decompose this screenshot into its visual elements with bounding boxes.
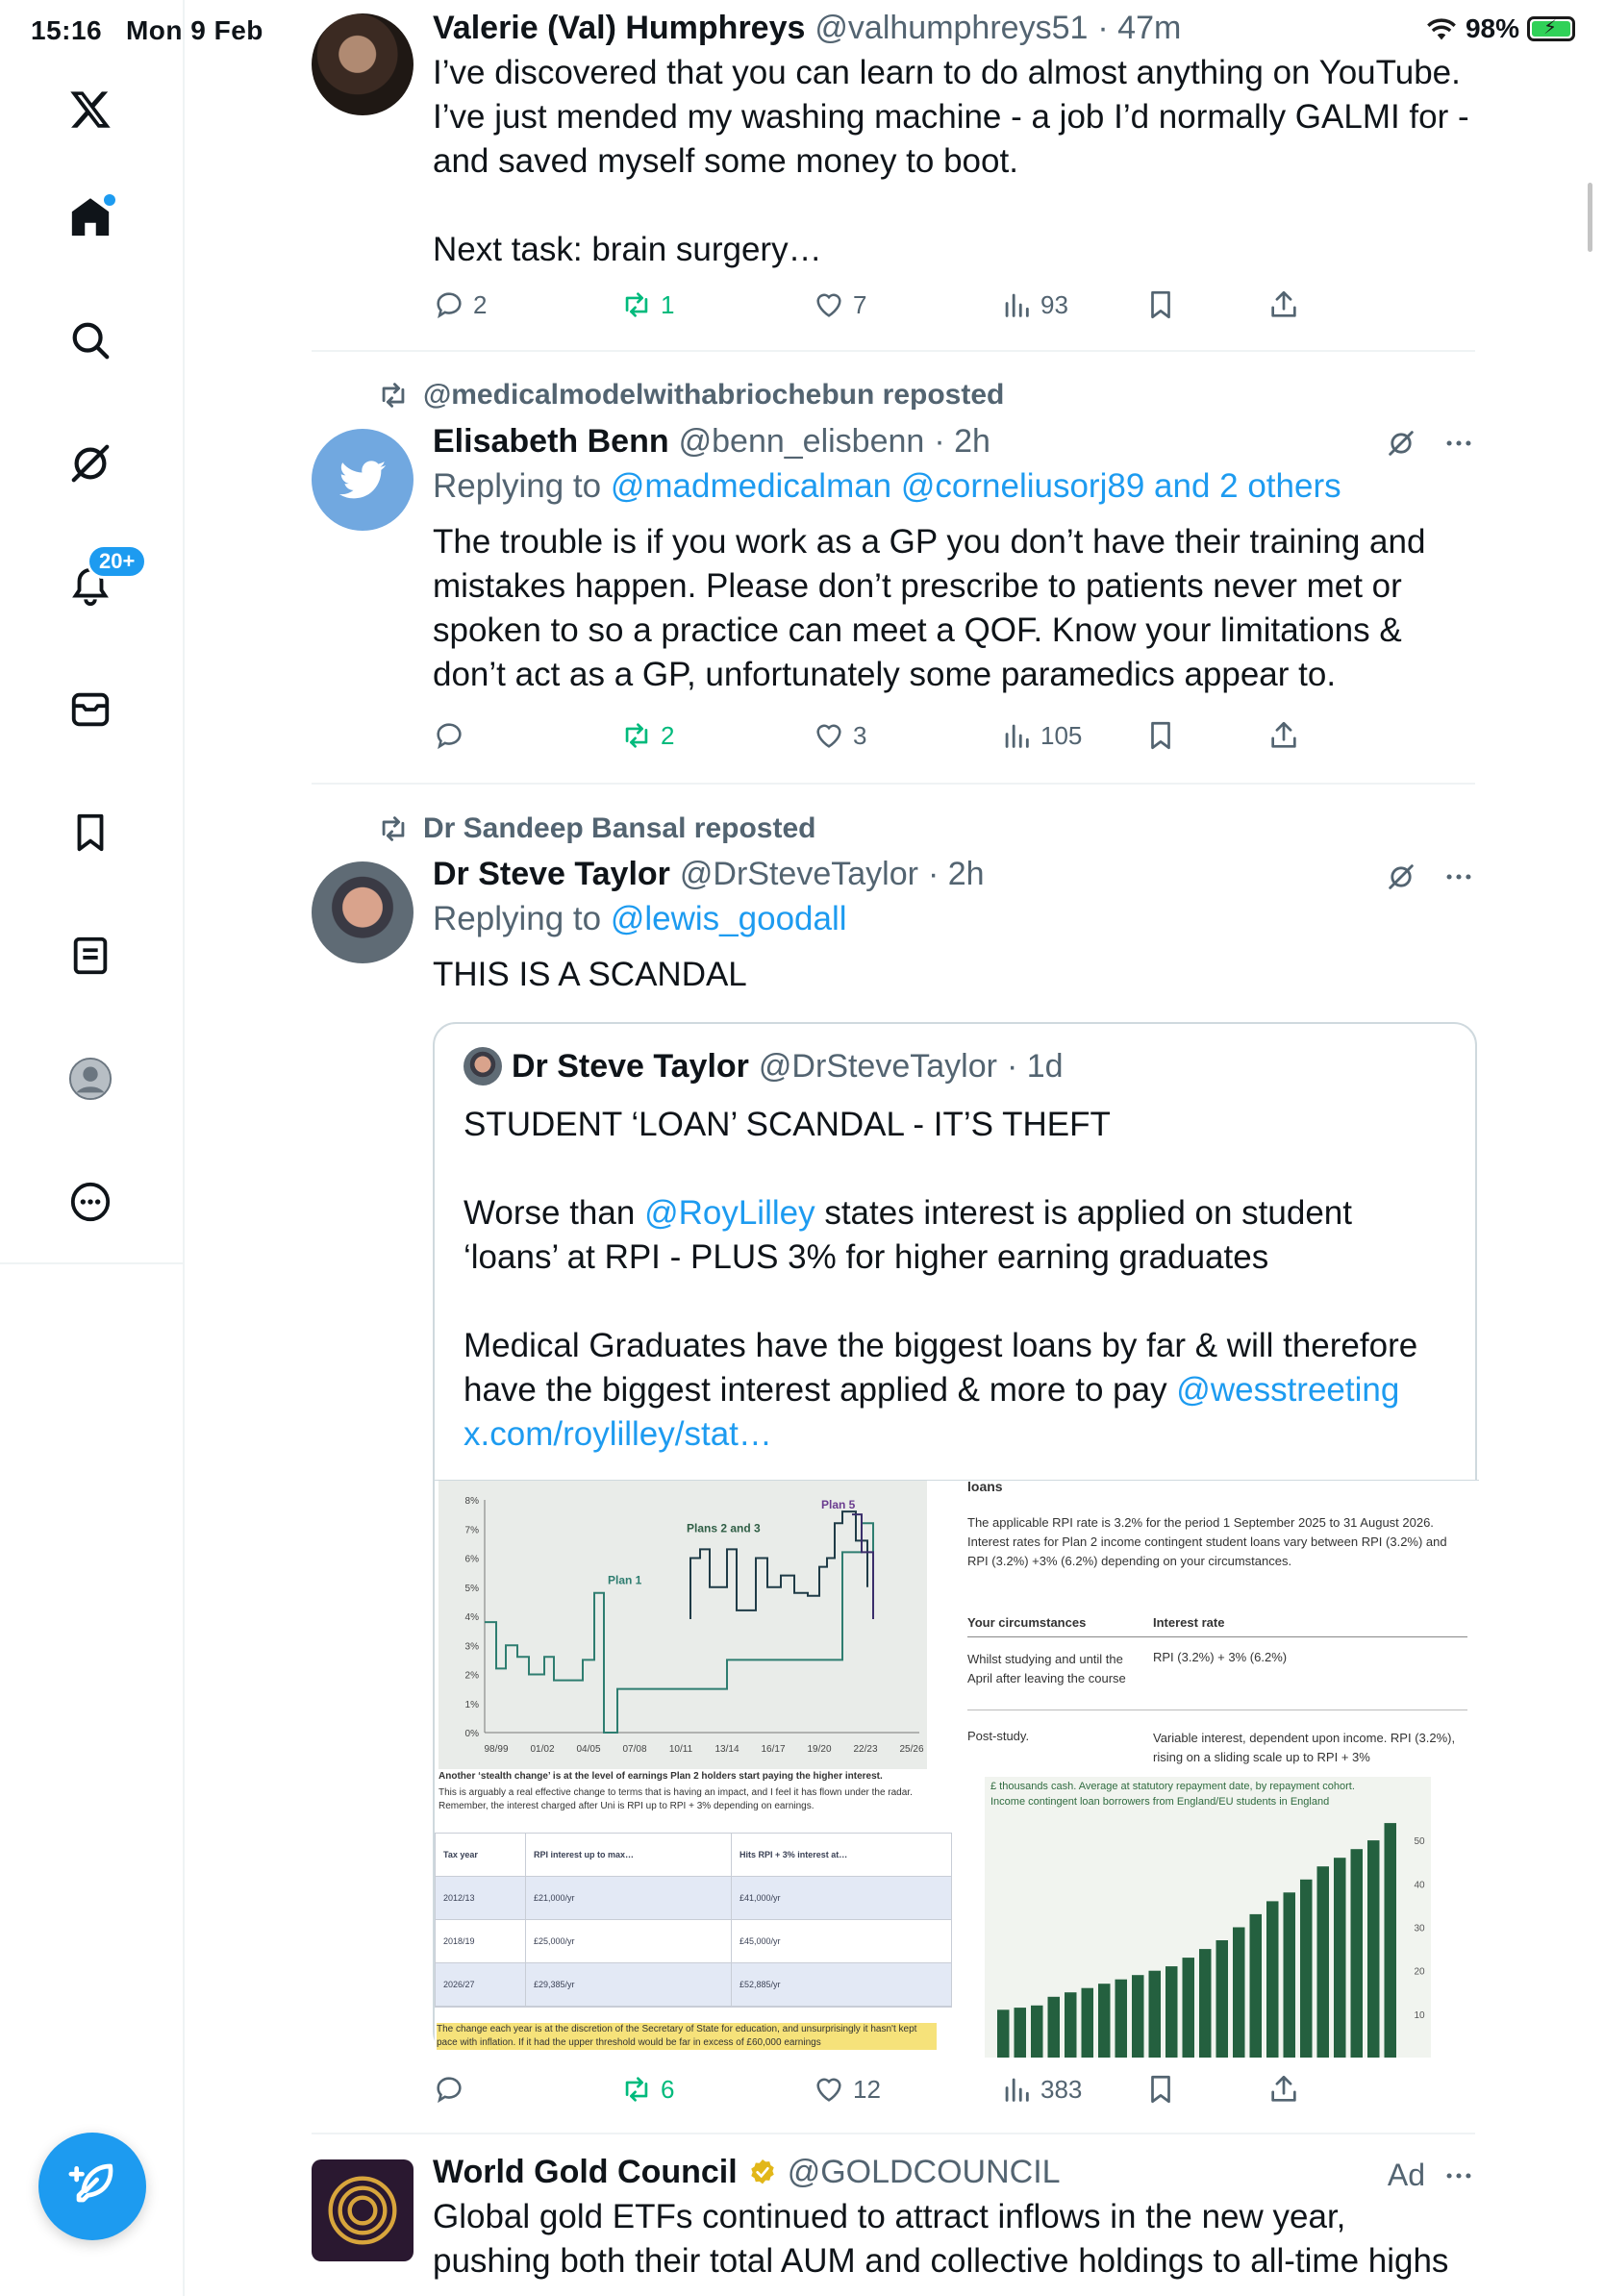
bar [1216, 1940, 1229, 2058]
quote-tweet[interactable] [433, 1022, 1477, 2055]
bookmark-icon [1144, 2073, 1177, 2106]
bar [1351, 1849, 1364, 2058]
repost-icon [377, 379, 410, 412]
handle[interactable]: @benn_elisbenn [678, 423, 925, 460]
share-button[interactable] [1267, 288, 1300, 321]
like-button[interactable] [813, 288, 866, 321]
loans-intro: The applicable RPI rate is 3.2% for the period 1 September 2025 to 31 August 2026. Interest rates for Plan 2 income contingent student loans vary between RPI (3.2%) and RPI (3.2%) +3% (6.2%) depending on your circumstances. [967, 1515, 1447, 1568]
loans-row-1-a: Whilst studying and until the April after leaving the course [967, 1652, 1126, 1685]
bar [1367, 1840, 1380, 2058]
bar-chart-svg [985, 1777, 1431, 2058]
bar [1015, 2008, 1027, 2058]
bar [1317, 1866, 1330, 2058]
home-icon[interactable] [63, 190, 117, 244]
bookmark-button[interactable] [1144, 719, 1177, 752]
table-header-row [436, 1834, 951, 1877]
avatar-world-gold-council[interactable] [312, 2159, 414, 2261]
tweet-1[interactable] [433, 10, 1471, 272]
media-bar-chart[interactable] [956, 1777, 1479, 2058]
rate-y-tick: 7% [464, 1525, 479, 1536]
quote-handle[interactable]: @DrSteveTaylor [758, 1047, 997, 1085]
battery-icon [1527, 16, 1575, 41]
rate-y-tick: 0% [464, 1729, 479, 1739]
bar-chart-panel [985, 1777, 1431, 2058]
scrollbar[interactable] [1588, 183, 1592, 252]
repost-button[interactable] [620, 719, 674, 752]
bar [1115, 1980, 1128, 2058]
bookmark-button[interactable] [1144, 288, 1177, 321]
replying-prefix: Replying to [433, 900, 602, 937]
repost-button[interactable] [620, 288, 674, 321]
display-name[interactable]: World Gold Council [433, 2154, 738, 2190]
rate-y-tick: 5% [464, 1583, 479, 1594]
notification-badge: 20+ [87, 544, 147, 579]
display-name[interactable]: Elisabeth Benn [433, 423, 669, 460]
table-cell: RPI interest up to max… [526, 1834, 732, 1876]
tweet-2[interactable] [433, 423, 1471, 697]
bar [1082, 1988, 1094, 2058]
share-button[interactable] [1267, 719, 1300, 752]
views-icon [1000, 2073, 1033, 2106]
bar [1284, 1892, 1296, 2058]
ad-label-group [1388, 2158, 1475, 2193]
bar [1266, 1901, 1279, 2058]
rate-y-tick: 4% [464, 1612, 479, 1623]
sidebar-divider [0, 1262, 185, 1264]
battery-percent: 98% [1465, 13, 1519, 43]
like-count: 12 [853, 2074, 881, 2104]
bar-y-tick: 30 [1414, 1923, 1425, 1934]
repost-count: 6 [661, 2074, 675, 2104]
table-row [436, 1963, 951, 2007]
like-button[interactable] [813, 2073, 881, 2106]
tweet-header [433, 423, 1471, 461]
rate-x-tick: 98/99 [484, 1744, 509, 1755]
views-icon [1000, 288, 1033, 321]
reply-count: 2 [473, 289, 488, 319]
replying-to-link[interactable]: @madmedicalman @corneliusorj89 and 2 others [610, 467, 1341, 505]
rate-series-label: Plans 2 and 3 [687, 1521, 761, 1535]
reposted-by: Dr Sandeep Bansal reposted [423, 812, 816, 844]
compose-button[interactable] [38, 2133, 146, 2240]
table-cell: 2026/27 [436, 1963, 526, 2006]
rate-x-tick: 07/08 [622, 1744, 647, 1755]
table-row [436, 1877, 951, 1920]
rate-series-label: Plan 5 [821, 1498, 856, 1512]
loans-row-1-b: RPI (3.2%) + 3% (6.2%) [1153, 1650, 1288, 1664]
replying-to [433, 897, 1471, 941]
avatar-valerie[interactable] [312, 13, 414, 115]
table-intro: This is arguably a real effective change to terms that is having an impact, and I feel it has flown under the radar. Remember, the interest charged after Uni is RPI up to RPI + 3% depending on earnings. [439, 1787, 913, 1811]
table-cell: £45,000/yr [739, 1936, 781, 1946]
status-time: 15:16 Mon 9 Feb [31, 15, 263, 45]
share-icon [1267, 2073, 1300, 2106]
media-threshold-table[interactable] [435, 1771, 954, 2058]
mail-icon[interactable] [63, 683, 117, 736]
sidebar [0, 0, 185, 2296]
quote-display-name[interactable]: Dr Steve Taylor [512, 1047, 749, 1085]
table-row [436, 1920, 951, 1963]
bar [1098, 1984, 1111, 2058]
display-name[interactable]: Valerie (Val) Humphreys [433, 10, 806, 46]
share-icon [1267, 719, 1300, 752]
bar [1233, 1928, 1245, 2059]
more-icon[interactable] [1442, 861, 1475, 893]
table-cell: Tax year [436, 1834, 526, 1876]
repost-count: 2 [661, 720, 675, 750]
compose-feather-icon [65, 2159, 119, 2213]
views-button[interactable] [1000, 2073, 1082, 2106]
avatar-steve-taylor[interactable] [312, 861, 414, 963]
tweet-text: The trouble is if you work as a GP you don’t have their training and mistakes happen. Please don’t prescribe to patients never met or spoken to so a practice can meet a QOF. Know your limitations & don’t act as a GP, unfortunately some paramedics appear to. [433, 523, 1426, 693]
bar-y-tick: 50 [1414, 1836, 1425, 1848]
tweet-3-menu [1385, 861, 1475, 893]
table-cell: £29,385/yr [526, 1963, 732, 2006]
mention-wesstreeting[interactable]: @wesstreeting [1176, 1371, 1400, 1409]
rate-x-tick: 16/17 [761, 1744, 786, 1755]
table-cell: £52,885/yr [739, 1980, 781, 1989]
display-name[interactable]: Dr Steve Taylor [433, 856, 670, 892]
x-logo-icon[interactable] [63, 83, 117, 137]
tweet-header [433, 856, 1471, 893]
view-count: 93 [1040, 289, 1068, 319]
tweet-text: Global gold ETFs continued to attract inflows in the new year, pushing both their total AUM and collective holdings to all-time highs [433, 2198, 1449, 2280]
handle[interactable]: @GOLDCOUNCIL [787, 2154, 1061, 2190]
rate-y-tick: 8% [464, 1496, 479, 1507]
replying-to-link[interactable]: @lewis_goodall [610, 900, 847, 937]
profile-icon[interactable] [63, 1052, 117, 1106]
table-cell: 2018/19 [436, 1920, 526, 1962]
media-loans-text[interactable] [956, 1481, 1479, 1777]
quote-link[interactable]: x.com/roylilley/stat… [464, 1415, 772, 1453]
tweet-text: I’ve discovered that you can learn to do almost anything on YouTube. I’ve just mended my washing machine - a job I’d normally GALMI for - and saved myself some money to boot. Next task: brain surgery… [433, 54, 1469, 268]
repost-icon [377, 812, 410, 845]
reply-icon [433, 2073, 465, 2106]
quote-line-3: Medical Graduates have the biggest loans by far & will therefore have the biggest interest applied & more to pay [464, 1327, 1418, 1409]
table-cell: £41,000/yr [739, 1893, 781, 1903]
separator [312, 783, 1475, 785]
replying-to [433, 464, 1471, 509]
bar [1065, 1992, 1077, 2058]
loans-rule [967, 1636, 1467, 1637]
bar-chart-caption: £ thousands cash. Average at statutory repayment date, by repayment cohort. Income contingent loan borrowers from England/EU students in England [990, 1781, 1355, 1808]
quote-line-2a: Worse than [464, 1194, 645, 1232]
separator [312, 350, 1475, 352]
reply-icon [433, 719, 465, 752]
bar [1334, 1858, 1346, 2058]
view-count: 105 [1040, 720, 1083, 750]
loans-row-2-b: Variable interest, dependent upon income. RPI (3.2%), rising on a sliding scale up to RPI + 3% [1153, 1731, 1456, 1764]
rate-chart-panel [439, 1481, 927, 1769]
bar [1199, 1949, 1212, 2058]
rate-x-tick: 04/05 [576, 1744, 601, 1755]
repost-attribution[interactable] [377, 812, 815, 845]
quote-line-1: STUDENT ‘LOAN’ SCANDAL - IT’S THEFT [464, 1106, 1111, 1143]
repost-icon [620, 288, 653, 321]
list-icon[interactable] [63, 929, 117, 983]
table-footer-highlight: The change each year is at the discretion of the Secretary of State for education, and unsurprisingly it hasn't kept pace with inflation. If it had the upper threshold would be far in excess of £60,000 earnings [437, 2023, 937, 2050]
bar-y-tick: 20 [1414, 1966, 1425, 1978]
repost-count: 1 [661, 289, 675, 319]
table-caption: Another ‘stealth change’ is at the level of earnings Plan 2 holders start paying the higher interest. [439, 1771, 883, 1782]
loans-row-2-a: Post-study. [967, 1729, 1030, 1743]
reply-button[interactable] [433, 719, 465, 752]
bar [1165, 1966, 1178, 2058]
quote-text [464, 1103, 1454, 1457]
bar [1385, 1823, 1397, 2058]
views-button[interactable] [1000, 719, 1082, 752]
tweet-1-actions [433, 288, 1356, 331]
avatar-elisabeth[interactable] [312, 429, 414, 531]
loans-title: loans [967, 1479, 1003, 1494]
view-count: 383 [1040, 2074, 1083, 2104]
share-icon [1267, 288, 1300, 321]
grok-icon[interactable] [63, 437, 117, 490]
table-cell: 2012/13 [436, 1877, 526, 1919]
search-icon[interactable] [63, 313, 117, 367]
table-cell: Hits RPI + 3% interest at… [739, 1850, 848, 1859]
bookmark-icon [1144, 288, 1177, 321]
table-cell: £25,000/yr [526, 1920, 732, 1962]
bookmark-icon [1144, 719, 1177, 752]
rate-x-tick: 10/11 [668, 1744, 693, 1755]
like-count: 7 [853, 289, 867, 319]
tweet-2-actions [433, 719, 1356, 761]
reposted-by: @medicalmodelwithabriochebun reposted [423, 379, 1005, 411]
loans-col-2: Interest rate [1153, 1615, 1225, 1630]
separator [312, 2133, 1475, 2134]
reply-button[interactable] [433, 288, 487, 321]
quote-line-2b: states interest is applied on student ‘loans’ at RPI - PLUS 3% for higher earning graduates [464, 1194, 1352, 1276]
reply-icon [433, 288, 465, 321]
repost-attribution[interactable] [377, 379, 1004, 412]
rate-x-tick: 19/20 [807, 1744, 832, 1755]
repost-icon [620, 719, 653, 752]
rate-x-tick: 25/26 [899, 1744, 924, 1755]
bar-y-tick: 40 [1414, 1880, 1425, 1891]
views-button[interactable] [1000, 288, 1068, 321]
bar [1031, 2006, 1043, 2058]
repost-button[interactable] [620, 2073, 674, 2106]
share-button[interactable] [1267, 2073, 1300, 2106]
like-count: 3 [853, 720, 867, 750]
handle[interactable]: @valhumphreys51 [815, 10, 1089, 46]
rate-x-tick: 01/02 [530, 1744, 555, 1755]
bell-icon[interactable] [63, 549, 136, 613]
tweet-4-ad[interactable] [433, 2154, 1471, 2284]
verified-badge-icon [747, 2158, 778, 2188]
views-icon [1000, 719, 1033, 752]
bar-y-tick: 10 [1414, 2009, 1425, 2021]
quote-avatar[interactable] [464, 1047, 502, 1086]
heart-icon [813, 2073, 845, 2106]
tweet-time: · 2h [934, 423, 990, 460]
bar [997, 2009, 1010, 2058]
media-grid[interactable] [435, 1480, 1479, 2057]
grok-icon[interactable] [1385, 427, 1417, 460]
bar [1183, 1958, 1195, 2058]
bookmark-button[interactable] [1144, 2073, 1177, 2106]
tweet-header [433, 10, 1471, 47]
loans-col-1: Your circumstances [967, 1615, 1087, 1630]
bar [1250, 1914, 1263, 2058]
tweet-3[interactable] [433, 856, 1471, 997]
quote-time: · 1d [1006, 1047, 1064, 1085]
tweet-header [433, 2154, 1471, 2191]
gold-rings-logo-icon [324, 2172, 401, 2249]
rate-chart-svg [439, 1481, 927, 1769]
threshold-table [435, 1833, 952, 2008]
table-cell: £21,000/yr [526, 1877, 732, 1919]
tweet-time: · 47m [1097, 10, 1182, 46]
rate-y-tick: 3% [464, 1641, 479, 1653]
like-button[interactable] [813, 719, 866, 752]
more-circle-icon[interactable] [63, 1175, 117, 1229]
more-icon[interactable] [1442, 427, 1475, 460]
reply-button[interactable] [433, 2073, 465, 2106]
heart-icon [813, 719, 845, 752]
rate-x-tick: 22/23 [853, 1744, 878, 1755]
repost-icon [620, 2073, 653, 2106]
rate-x-tick: 13/14 [714, 1744, 739, 1755]
rate-plot-area [485, 1500, 919, 1733]
bar [1300, 1880, 1313, 2058]
tweet-time: · 2h [927, 856, 985, 892]
tweet-3-actions [433, 2073, 1356, 2115]
bar [1048, 1997, 1061, 2058]
tweet-text: THIS IS A SCANDAL [433, 956, 747, 993]
tweet-2-menu [1385, 427, 1475, 460]
bookmark-icon[interactable] [63, 806, 117, 860]
rate-y-tick: 6% [464, 1554, 479, 1565]
ad-label: Ad [1387, 2158, 1425, 2192]
quote-header [464, 1047, 1064, 1086]
media-rate-chart[interactable] [435, 1481, 954, 1777]
bar [1132, 1975, 1144, 2058]
rate-y-tick: 1% [464, 1699, 479, 1710]
more-icon[interactable] [1442, 2159, 1475, 2192]
bar [1149, 1971, 1162, 2058]
grok-icon[interactable] [1385, 861, 1417, 893]
rate-series-label: Plan 1 [608, 1573, 642, 1587]
mention-roylilley[interactable]: @RoyLilley [644, 1194, 815, 1232]
twitter-bird-icon [335, 452, 390, 508]
handle[interactable]: @DrSteveTaylor [679, 856, 918, 892]
heart-icon [813, 288, 845, 321]
replying-prefix: Replying to [433, 467, 602, 505]
rate-y-tick: 2% [464, 1670, 479, 1682]
home-notification-dot [104, 194, 115, 206]
